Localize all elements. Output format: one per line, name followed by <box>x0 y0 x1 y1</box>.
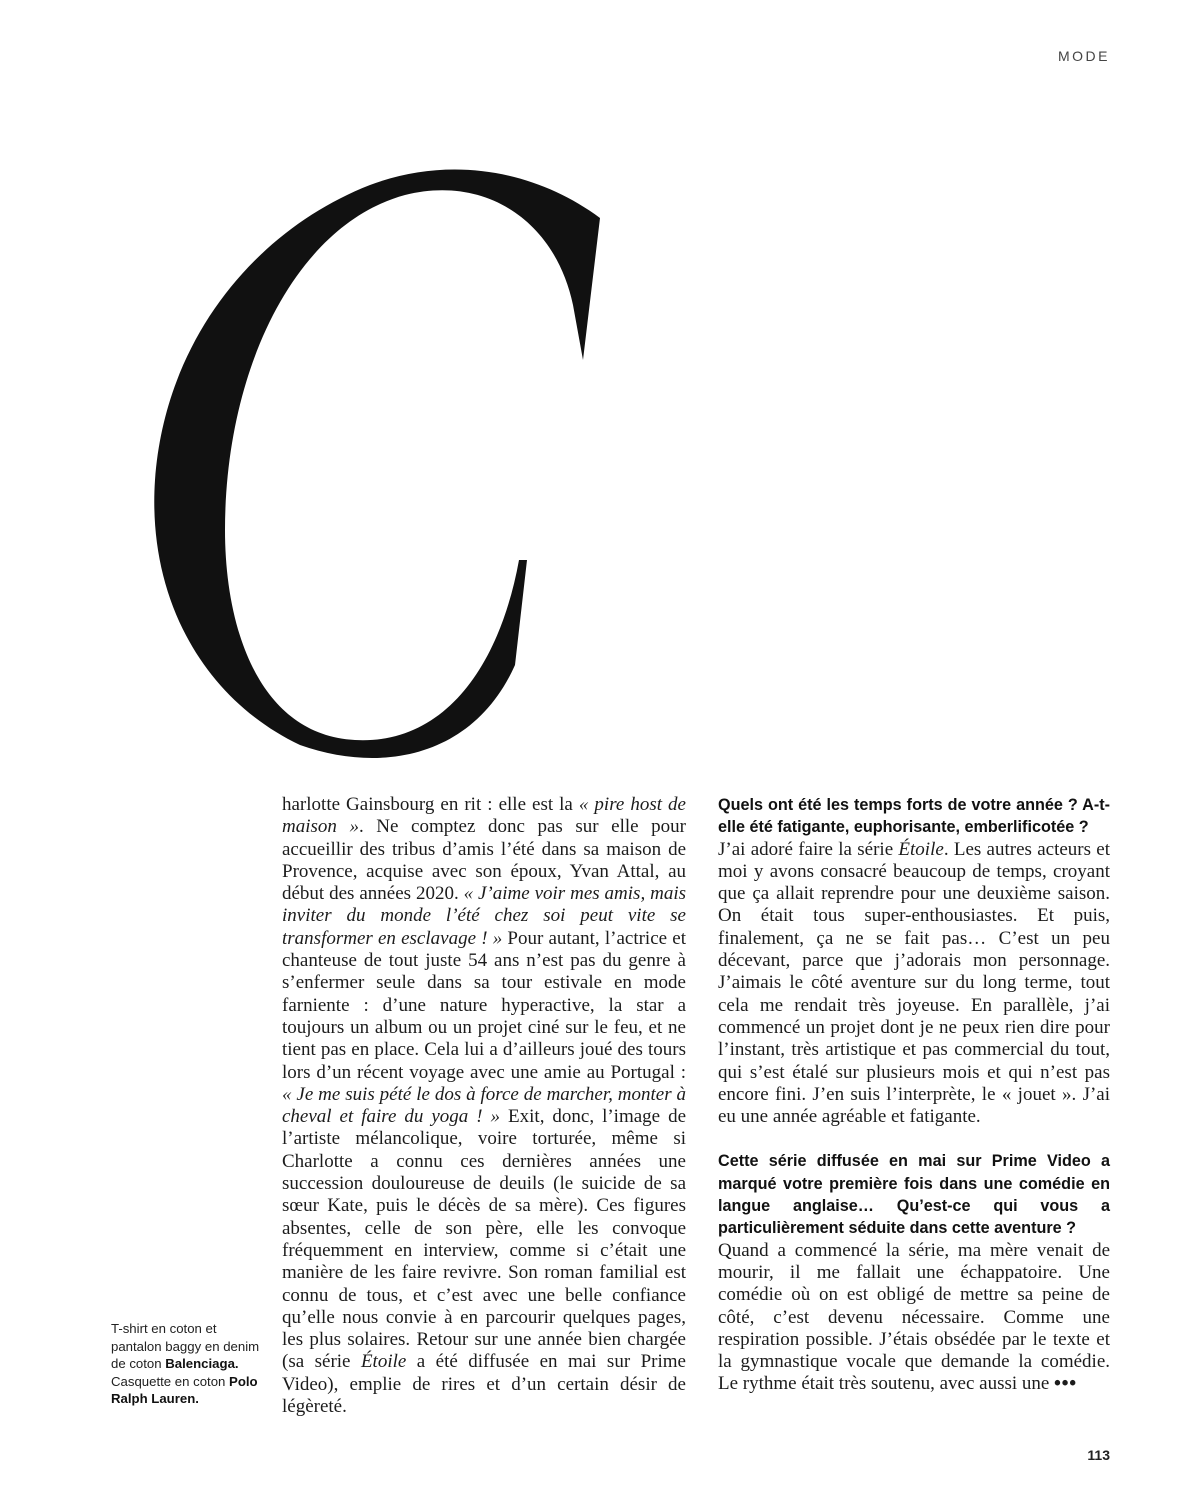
section-label: MODE <box>1058 48 1110 64</box>
drop-cap-letter-c <box>85 160 645 760</box>
text-run: harlotte Gainsbourg en rit : elle est la <box>282 794 579 815</box>
caption-text: T-shirt en coton et pantalon baggy en denim de coton <box>111 1321 260 1371</box>
italic-quote: « Je me suis pété le dos à force de marcher, monter à cheval et faire du yoga ! » <box>282 1083 686 1128</box>
text-run: Quand a commencé la série, ma mère venait de mourir, il me fallait une échappatoire. Une comédie où on est obligé de mettre sa peine de côté, c’est devenu nécessaire. Comme une respiration possible. J’étais obsédée par le texte et la gymnastique vocale que demande la comédie. Le rythme était très soutenu, avec aussi une <box>718 1239 1110 1395</box>
page-number: 113 <box>1087 1447 1110 1463</box>
text-run: Pour autant, l’actrice et chanteuse de tout juste 54 ans n’est pas du genre à s’enfermer seule dans sa tour estivale en mode farniente : d’une nature hyperactive, la star a toujours un album ou un projet ciné sur le feu, et ne tient pas en place. Cela lui a d’ailleurs joué des tours lors d’un récent voyage avec une amie au Portugal : <box>282 927 686 1083</box>
text-run: . Les autres acteurs et moi y avons consacré beaucoup de temps, croyant que ça allait reprendre pour une deuxième saison. On était tous super-enthousiastes. Et puis, finalement, ça ne se fait pas… C’est un peu décevant, parce que j’adorais mon personnage. J’aimais le côté aventure sur du long terme, tout cela me rendait très joyeuse. En parallèle, j’ai commencé un projet dont je ne peux rien dire pour l’instant, très artistique et pas commercial du tout, qui s’est étalé sur plusieurs mois et qui n’est pas encore fini. J’en suis l’interprète, le « jouet ». J’ai eu une année agréable et fatigante. <box>718 838 1110 1128</box>
continuation-marker: ••• <box>1054 1373 1078 1395</box>
intro-paragraph <box>282 794 686 1418</box>
text-run: a été diffusée en mai sur Prime Video), emplie de rires et d’un certain désir de légèreté. <box>282 1351 686 1418</box>
article-column-right <box>718 794 1110 1396</box>
caption-brand: Polo Ralph Lauren. <box>111 1373 258 1406</box>
interview-question: Cette série diffusée en mai sur Prime Video a marqué votre première fois dans une comédie en langue anglaise… Qu’est-ce qui vous a particulièrement séduite dans cette aventure ? <box>718 1152 1110 1238</box>
interview-answer <box>718 839 1110 1129</box>
text-run: J’ai adoré faire la série <box>718 838 899 860</box>
photo-caption <box>111 1320 261 1408</box>
interview-question: Quels ont été les temps forts de votre année ? A-t-elle été fatigante, euphorisante, emberlificotée ? <box>718 796 1110 837</box>
italic-quote: « pire host de maison » <box>282 794 686 838</box>
caption-text: Casquette en coton <box>111 1373 230 1389</box>
caption-brand: Balenciaga. <box>165 1356 239 1371</box>
interview-answer <box>718 1240 1110 1396</box>
italic-quote: Étoile <box>360 1351 407 1373</box>
italic-quote: « J’aime voir mes amis, mais inviter du monde l’été chez soi peut vite se transformer en esclavage ! » <box>282 883 686 949</box>
text-run: . Ne comptez donc pas sur elle pour accueillir des tribus d’amis l’été dans sa maison de Provence, acquise avec son époux, Yvan Attal, au début des années 2020. <box>282 816 686 905</box>
italic-quote: Étoile <box>898 838 944 860</box>
text-run: Exit, donc, l’image de l’artiste mélancolique, voire torturée, même si Charlotte a connu ces dernières années une succession douloureuse de deuils (le suicide de sa sœur Kate, puis le décès de sa mère). Ces figures absentes, celle de son père, elle les convoque fréquemment en interview, comme si c’était une manière de les faire revivre. Son roman familial est connu de tous, et c’est avec une belle confiance qu’elle nous convie à en parcourir quelques pages, les plus solaires. Retour sur une année bien chargée (sa série <box>282 1106 687 1373</box>
article-column-left <box>282 794 686 1418</box>
